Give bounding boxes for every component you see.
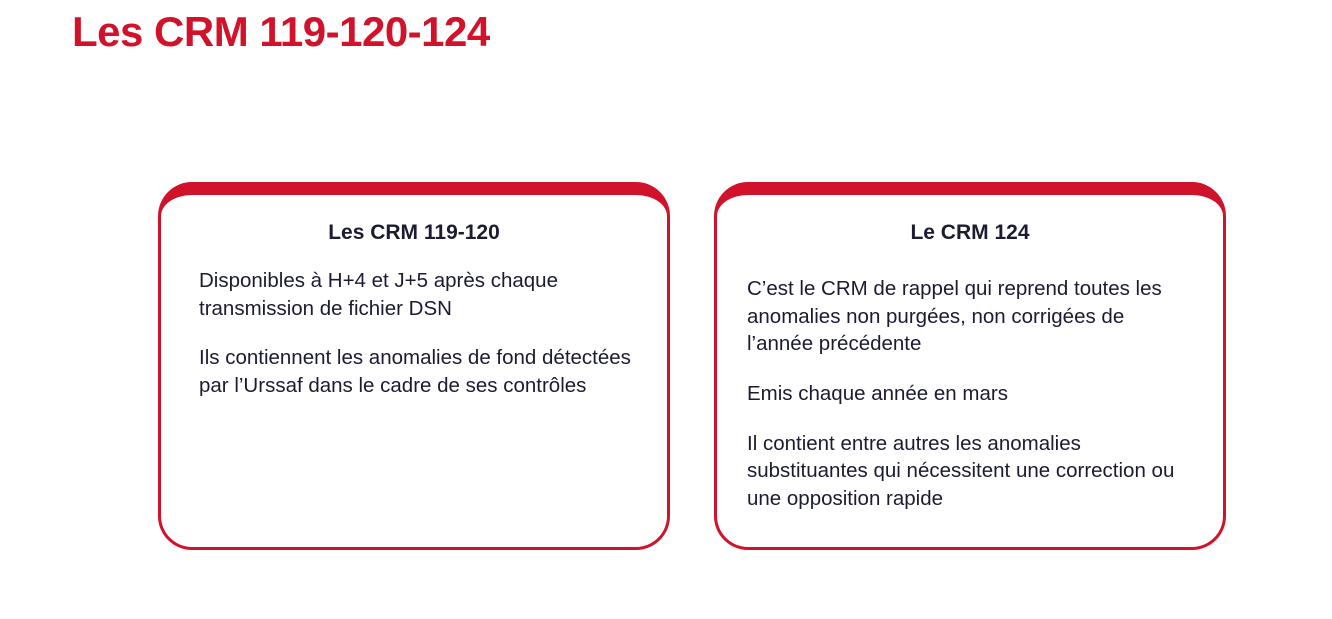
card-paragraph: Emis chaque année en mars <box>747 382 1008 406</box>
page-title: Les CRM 119-120-124 <box>72 8 490 55</box>
card-paragraph: Disponibles à H+4 et J+5 après chaque transmission de fichier DSN <box>199 269 558 320</box>
card-paragraph: Ils contiennent les anomalies de fond détectées par l’Urssaf dans le cadre de ses contrôles <box>199 346 631 398</box>
card-title: Les CRM 119-120 <box>328 221 500 244</box>
card-crm-119-120 <box>158 182 670 550</box>
card-paragraph: C’est le CRM de rappel qui reprend toutes les anomalies non purgées, non corrigées de l’année précédente <box>747 277 1162 356</box>
card-title: Le CRM 124 <box>910 221 1030 244</box>
card-body <box>161 267 667 400</box>
card-body <box>717 275 1223 513</box>
card-crm-124 <box>714 182 1226 550</box>
card-paragraph: Il contient entre autres les anomalies substituantes qui nécessitent une correction ou une opposition rapide <box>747 431 1175 511</box>
card-container <box>0 182 1332 557</box>
